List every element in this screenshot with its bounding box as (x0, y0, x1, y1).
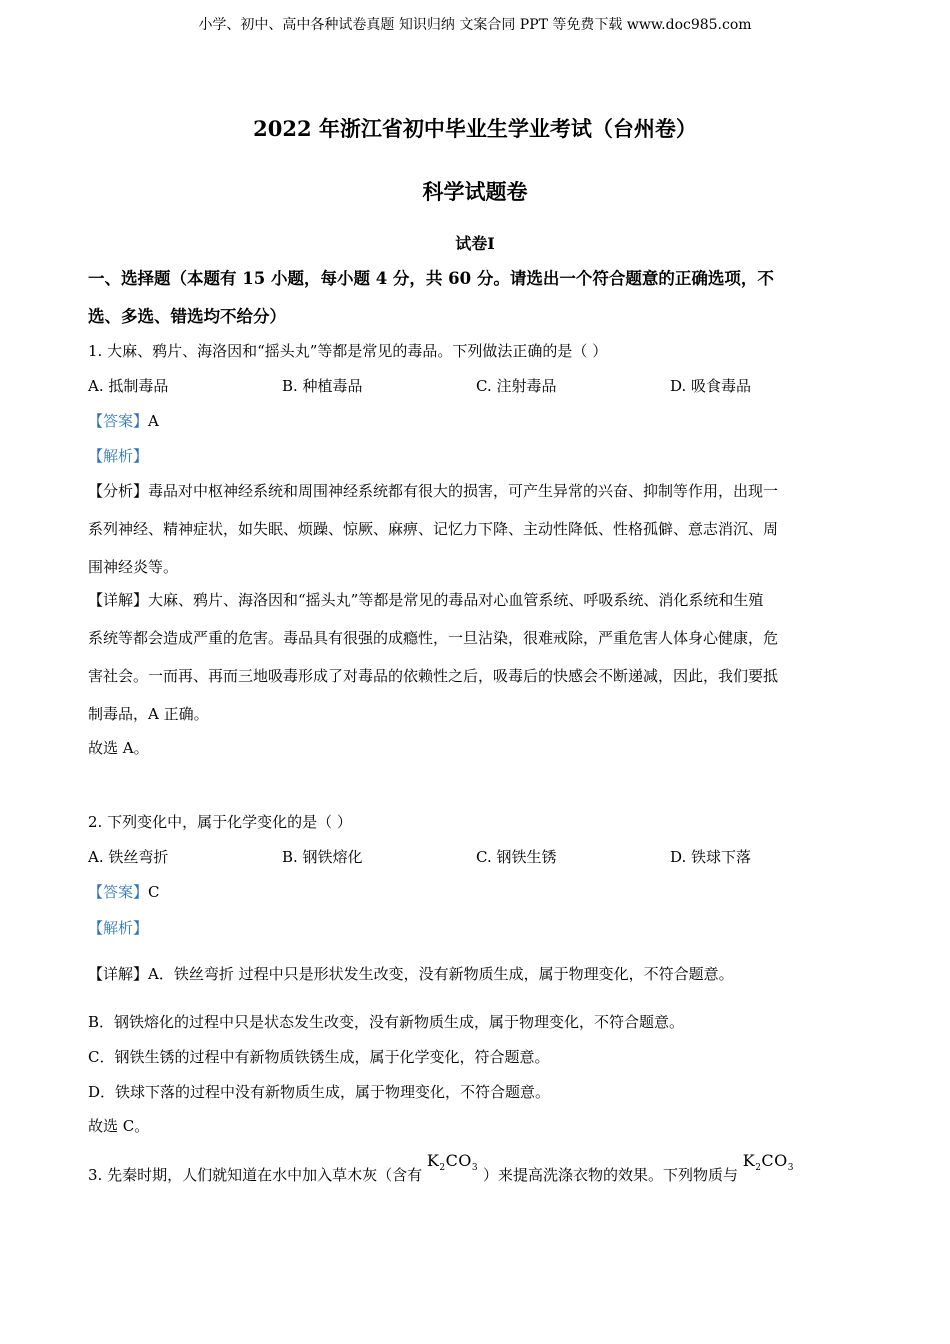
exam-subtitle: 科学试题卷 (422, 179, 528, 204)
q1-option-a: A. 抵制毒品 (88, 377, 169, 395)
q1-conclusion: 故选 A。 (88, 739, 149, 757)
q2-detail-line4: D．铁球下落的过程中没有新物质生成，属于物理变化，不符合题意。 (88, 1083, 551, 1101)
q2-option-a: A. 铁丝弯折 (88, 848, 169, 866)
q2-detail-line2: B．钢铁熔化的过程中只是状态发生改变，没有新物质生成，属于物理变化，不符合题意。 (88, 1013, 685, 1031)
q1-answer (88, 410, 159, 431)
q1-option-c: C. 注射毒品 (476, 377, 557, 395)
formula-sub3: 3 (787, 1163, 795, 1174)
answer-tag: 【答案】 (88, 412, 149, 430)
section-instructions-line1: 一、选择题（本题有 15 小题，每小题 4 分，共 60 分。请选出一个符合题意的正确选项，不 (88, 269, 774, 288)
q2-detail-line1 (88, 963, 734, 984)
answer-value: A (148, 412, 159, 430)
q1-analysis-tag: 【解析】 (88, 447, 149, 465)
formula-sub3: 3 (471, 1163, 479, 1174)
formula-sub2: 2 (439, 1163, 446, 1174)
q2-option-d: D. 铁球下落 (670, 848, 752, 866)
q1-option-b: B. 种植毒品 (282, 377, 363, 395)
q1-fenxi-line3: 围神经炎等。 (88, 558, 179, 576)
formula-sub2: 2 (755, 1163, 762, 1174)
fenxi-tag: 【分析】 (88, 482, 149, 500)
q1-detail-line3: 害社会。一而再、再而三地吸毒形成了对毒品的依赖性之后，吸毒后的快感会不断递减，因此，我们要抵 (88, 667, 779, 685)
detail-tag: 【详解】 (88, 965, 149, 983)
q2-answer (88, 881, 160, 902)
q1-detail-line4: 制毒品，A 正确。 (88, 705, 209, 723)
q1-detail-line2: 系统等都会造成严重的危害。毒品具有很强的成瘾性，一旦沾染，很难戒除，严重危害人体身心健康，危 (88, 629, 779, 647)
k2co3-formula (426, 1151, 479, 1174)
detail-tag: 【详解】 (88, 591, 149, 609)
q3-stem-part1: 3. 先秦时期，人们就知道在水中加入草木灰（含有 (88, 1166, 423, 1184)
formula-k: K (742, 1151, 756, 1170)
exam-title: 2022 年浙江省初中毕业生学业考试（台州卷） (253, 116, 697, 141)
q2-conclusion: 故选 C。 (88, 1117, 150, 1135)
formula-co: CO (445, 1151, 472, 1170)
q2-detail-line3: C．钢铁生锈的过程中有新物质铁锈生成，属于化学变化，符合题意。 (88, 1048, 550, 1066)
fenxi-text: 毒品对中枢神经系统和周围神经系统都有很大的损害，可产生异常的兴奋、抑制等作用，出现一 (148, 482, 779, 500)
q1-option-d: D. 吸食毒品 (670, 377, 752, 395)
q1-fenxi-line1 (88, 480, 778, 501)
paper-label: 试卷Ⅰ (455, 234, 495, 253)
answer-value: C (148, 883, 160, 901)
q2-option-c: C. 钢铁生锈 (476, 848, 557, 866)
detail-text: A．铁丝弯折 过程中只是形状发生改变，没有新物质生成，属于物理变化，不符合题意。 (148, 965, 734, 983)
q1-fenxi-line2: 系列神经、精神症状，如失眠、烦躁、惊厥、麻痹、记忆力下降、主动性降低、性格孤僻、意志消沉、周 (88, 520, 779, 538)
answer-tag: 【答案】 (88, 883, 149, 901)
detail-text: 大麻、鸦片、海洛因和“摇头丸”等都是常见的毒品对心血管系统、呼吸系统、消化系统和生殖 (148, 591, 764, 609)
q1-detail-line1 (88, 589, 763, 610)
section-instructions-line2: 选、多选、错选均不给分） (88, 307, 286, 326)
q3-stem (88, 1151, 795, 1187)
page-header: 小学、初中、高中各种试卷真题 知识归纳 文案合同 PPT 等免费下载 www.doc985.com (198, 17, 752, 33)
formula-k: K (426, 1151, 440, 1170)
formula-co: CO (761, 1151, 788, 1170)
q3-stem-part2: ）来提高洗涤衣物的效果。下列物质与 (482, 1166, 738, 1184)
k2co3-formula (742, 1151, 795, 1174)
q1-stem: 1. 大麻、鸦片、海洛因和“摇头丸”等都是常见的毒品。下列做法正确的是（ ） (88, 342, 608, 360)
q2-analysis-tag: 【解析】 (88, 919, 149, 937)
q2-stem: 2. 下列变化中，属于化学变化的是（ ） (88, 813, 352, 831)
q2-option-b: B. 钢铁熔化 (282, 848, 363, 866)
